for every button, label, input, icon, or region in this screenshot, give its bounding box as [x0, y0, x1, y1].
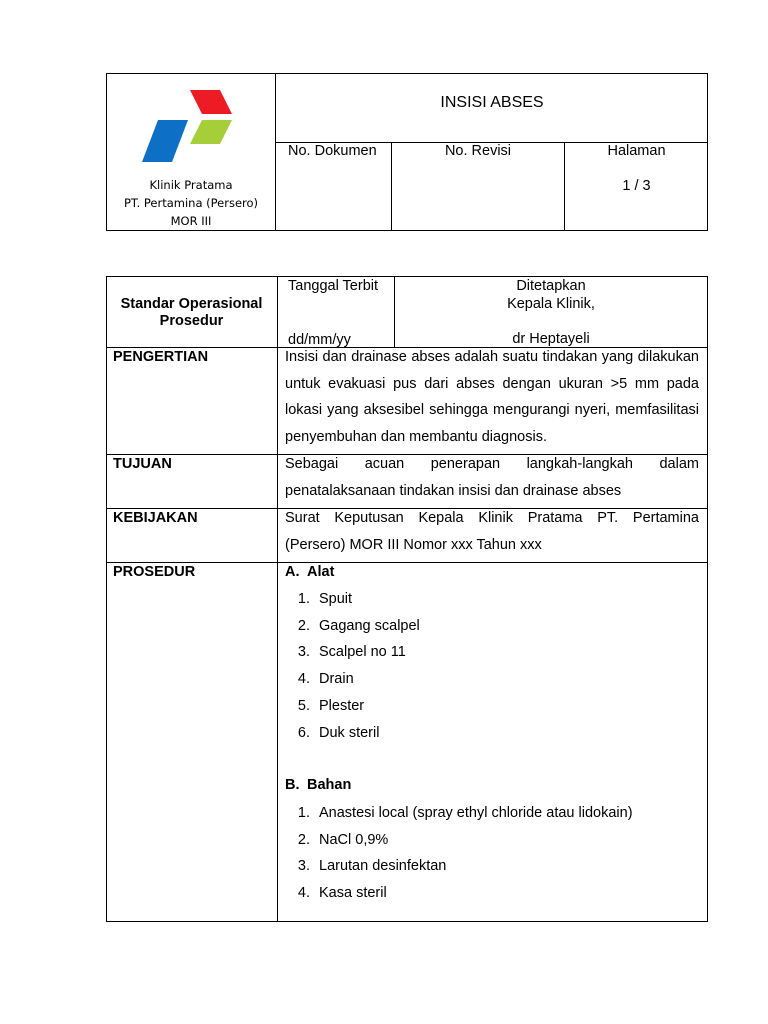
date-label: Tanggal Terbit [288, 278, 379, 294]
list-item-number: 5. [297, 697, 310, 714]
approved-by-name: dr Heptayeli [512, 331, 590, 347]
clinic-line-1: Klinik Pratama [149, 178, 233, 192]
pengertian-label: PENGERTIAN [113, 349, 209, 365]
clinic-line-3: MOR III [170, 214, 212, 228]
list-item-text: Drain [319, 671, 354, 688]
list-item-number: 3. [297, 858, 310, 875]
sop-divider-left [277, 276, 278, 922]
section-b-title: Bahan [307, 777, 352, 793]
page-label: Halaman [607, 143, 666, 159]
list-item-text: Anastesi local (spray ethyl chloride atau lidokain) [319, 805, 633, 821]
document-title: INSISI ABSES [440, 94, 544, 111]
kebijakan-label: KEBIJAKAN [113, 510, 198, 526]
revision-label: No. Revisi [444, 143, 512, 159]
approved-label: Ditetapkan [516, 278, 586, 294]
list-item-number: 3. [297, 644, 310, 661]
section-b-letter: B. [285, 777, 300, 793]
tujuan-label: TUJUAN [113, 456, 172, 472]
sop-title [106, 296, 277, 330]
list-item-text: Kasa steril [319, 885, 387, 902]
list-item-number: 1. [297, 591, 310, 607]
list-item-text: Gagang scalpel [319, 617, 420, 634]
list-item-number: 6. [297, 724, 310, 741]
sop-title-line-1: Standar Operasional [120, 296, 263, 312]
list-item-number: 2. [297, 617, 310, 634]
kebijakan-text: Surat Keputusan Kepala Klinik Pratama PT. Pertamina (Persero) MOR III Nomor xxx Tahun xxx [285, 510, 699, 553]
list-item-number: 4. [297, 671, 310, 688]
row-divider-4 [106, 562, 708, 563]
date-value: dd/mm/yy [288, 332, 351, 348]
list-item-text: Plester [319, 697, 365, 714]
doc-no-label: No. Dokumen [288, 143, 377, 159]
page-value: 1 / 3 [622, 178, 651, 194]
prosedur-label: PROSEDUR [113, 564, 196, 580]
list-item-text: NaCl 0,9% [319, 831, 389, 848]
section-a-title: Alat [307, 564, 335, 580]
list-item-number: 2. [297, 831, 310, 848]
list-item-text: Larutan desinfektan [319, 858, 447, 875]
clinic-line-2: PT. Pertamina (Persero) [123, 196, 259, 210]
sop-title-line-2: Prosedur [159, 313, 224, 329]
list-item-number: 1. [297, 805, 310, 821]
list-item-text: Duk steril [319, 724, 380, 741]
tujuan-text: Sebagai acuan penerapan langkah-langkah dalam penatalaksanaan tindakan insisi dan drainase abses [285, 456, 699, 499]
section-a-letter: A. [285, 564, 300, 580]
list-item-text: Scalpel no 11 [319, 644, 406, 661]
pengertian-text: Insisi dan drainase abses adalah suatu tindakan yang dilakukan untuk evakuasi pus dari abses dengan ukuran >5 mm pada lokasi yang aksesibel sehingga mengurangi nyeri, memfasilitasi penyembuhan dan membantu diagnosis. [285, 349, 699, 446]
clinic-name [106, 176, 276, 230]
approved-by-title: Kepala Klinik, [507, 296, 595, 312]
list-item-number: 4. [297, 885, 310, 902]
list-item-text: Spuit [319, 591, 353, 607]
pertamina-logo [140, 88, 234, 164]
